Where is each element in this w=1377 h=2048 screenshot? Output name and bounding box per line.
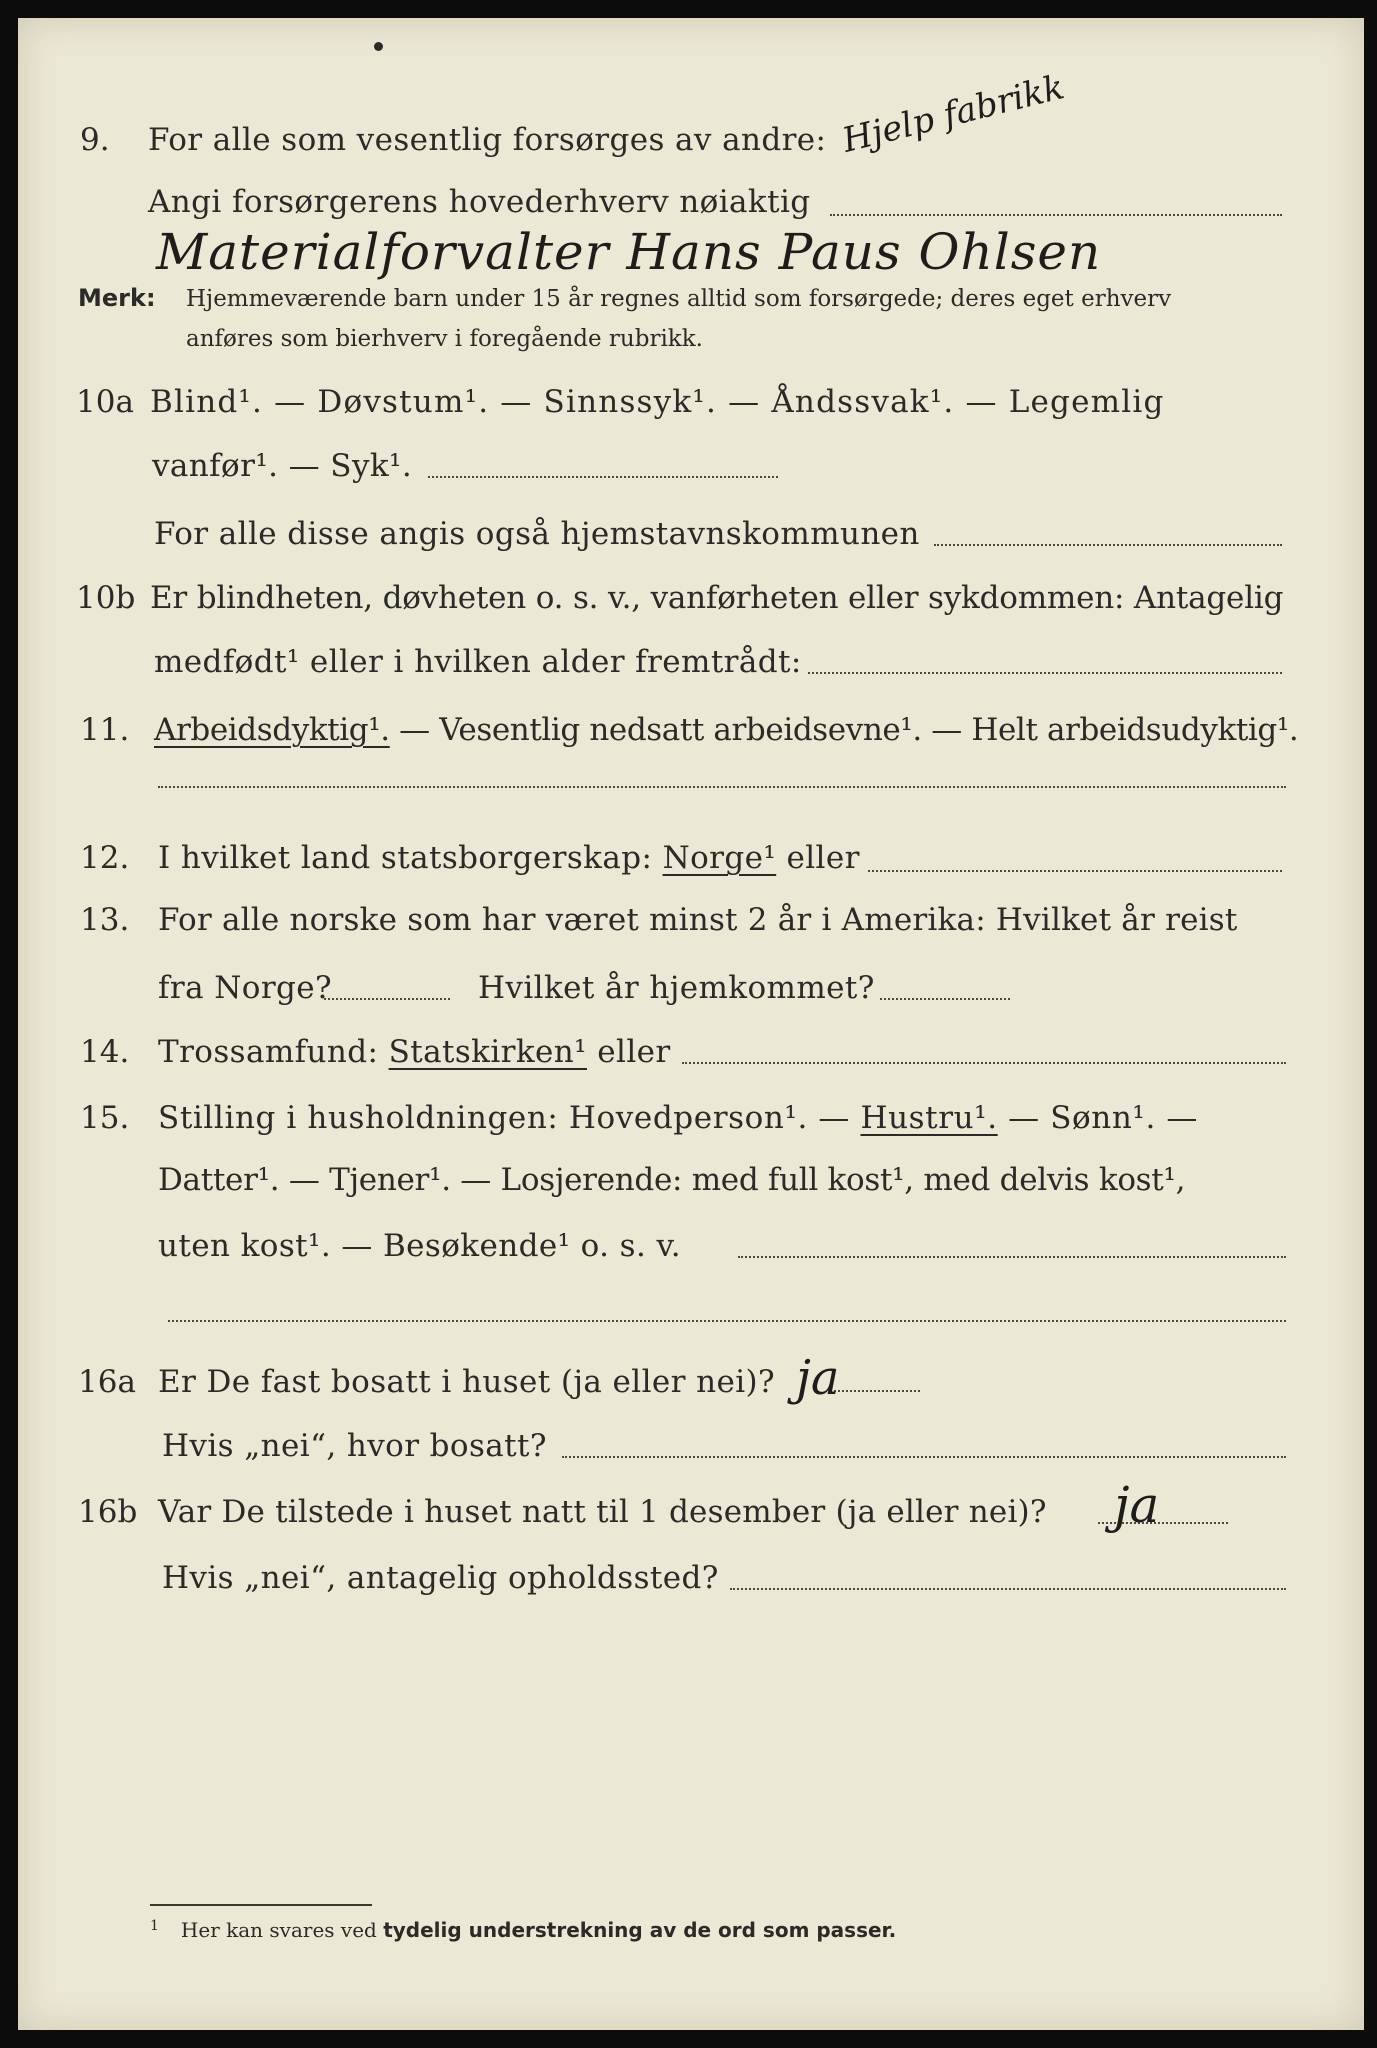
question-text: For alle disse angis også hjemstavnskommunen	[154, 516, 920, 552]
question-15	[18, 1096, 1364, 1156]
question-16b-line-2	[18, 1556, 1364, 1616]
question-text	[158, 1034, 671, 1070]
question-11	[18, 708, 1364, 768]
question-prefix: Trossamfund:	[158, 1034, 389, 1070]
question-10a-line-2	[18, 444, 1364, 504]
option-text: — Vesentlig nedsatt arbeidsevne¹. — Helt arbeidsudyktig¹.	[389, 712, 1299, 748]
question-text: Hvis „nei“, hvor bosatt?	[162, 1428, 547, 1464]
handwritten-note-top: Hjelp fabrikk	[838, 67, 1069, 161]
question-15-line-2	[18, 1158, 1364, 1218]
answer-line	[324, 998, 450, 1000]
selected-option-underlined: Norge¹	[662, 840, 777, 876]
note-text-line-2: anføres som bierhverv i foregående rubrikk.	[186, 326, 703, 352]
question-14	[18, 1030, 1364, 1090]
question-text: Datter¹. — Tjener¹. — Losjerende: med full kost¹, med delvis kost¹,	[158, 1162, 1186, 1198]
answer-line	[682, 1062, 1286, 1064]
selected-option-underlined: Arbeidsdyktig¹.	[154, 712, 390, 748]
answer-line	[730, 1588, 1286, 1590]
note-label: Merk:	[78, 284, 156, 312]
question-15-line-3	[18, 1224, 1364, 1284]
handwritten-answer-16b: ja	[1114, 1476, 1160, 1534]
question-text: Var De tilstede i huset natt til 1 desember (ja eller nei)?	[158, 1494, 1047, 1530]
answer-line	[428, 476, 778, 478]
question-16a-line-2	[18, 1424, 1364, 1484]
question-16a	[18, 1360, 1364, 1420]
handwritten-answer-provider: Materialforvalter Hans Paus Ohlsen	[156, 223, 1102, 281]
answer-line	[562, 1456, 1286, 1458]
handwritten-answer-16a: ja	[796, 1350, 840, 1406]
answer-line	[158, 786, 1286, 788]
question-16b	[18, 1490, 1364, 1550]
question-number: 12.	[80, 840, 130, 876]
footnote-mark: 1	[150, 1918, 159, 1934]
footnote-rule	[150, 1904, 372, 1906]
question-number: 9.	[80, 122, 110, 158]
question-number: 10a	[76, 384, 134, 420]
question-suffix: — Sønn¹. —	[997, 1100, 1198, 1136]
footnote	[150, 1918, 896, 1942]
question-text: Hvilket år hjemkommet?	[478, 970, 875, 1006]
question-number: 16b	[78, 1494, 138, 1530]
answer-line	[738, 1256, 1286, 1258]
question-number: 11.	[80, 712, 130, 748]
question-10b	[18, 576, 1364, 636]
question-text: fra Norge?	[158, 970, 333, 1006]
question-10a-line-3	[18, 512, 1364, 572]
footnote-text: Her kan svares ved	[180, 1918, 384, 1942]
question-13-line-2	[18, 966, 1364, 1026]
note-text-line-1: Hjemmeværende barn under 15 år regnes alltid som forsørgede; deres eget erhverv	[186, 286, 1172, 312]
question-suffix: eller	[587, 1034, 671, 1070]
question-text: Blind¹. — Døvstum¹. — Sinnssyk¹. — Åndssvak¹. — Legemlig	[150, 384, 1165, 420]
question-text: medfødt¹ eller i hvilken alder fremtrådt:	[154, 644, 802, 680]
question-number: 16a	[78, 1364, 136, 1400]
question-suffix: eller	[776, 840, 860, 876]
question-text: vanfør¹. — Syk¹.	[152, 448, 413, 484]
question-number: 10b	[76, 580, 136, 616]
selected-option-underlined: Hustru¹.	[860, 1100, 998, 1136]
question-text	[158, 840, 860, 876]
question-text: uten kost¹. — Besøkende¹ o. s. v.	[158, 1228, 681, 1264]
selected-option-underlined: Statskirken¹	[388, 1034, 587, 1070]
ink-spot	[374, 42, 383, 51]
question-text: Hvis „nei“, antagelig opholdssted?	[162, 1560, 719, 1596]
question-number: 14.	[80, 1034, 130, 1070]
answer-line	[830, 214, 1282, 216]
question-text	[158, 1100, 1198, 1136]
question-number: 13.	[80, 902, 130, 938]
answer-line	[880, 998, 1010, 1000]
question-text: Angi forsørgerens hovederhverv nøiaktig	[148, 184, 811, 220]
question-12	[18, 836, 1364, 896]
question-9	[18, 118, 1364, 178]
question-text: For alle som vesentlig forsørges av andre:	[148, 122, 827, 158]
answer-line	[868, 870, 1282, 872]
answer-line	[808, 672, 1282, 674]
answer-line	[934, 544, 1282, 546]
question-number: 15.	[80, 1100, 130, 1136]
question-text	[154, 712, 1298, 748]
question-10b-line-2	[18, 640, 1364, 700]
question-text: Er blindheten, døvheten o. s. v., vanførheten eller sykdommen: Antagelig	[150, 580, 1284, 616]
answer-line	[168, 1320, 1286, 1322]
question-prefix: Stilling i husholdningen: Hovedperson¹. —	[158, 1100, 861, 1136]
census-form-page	[18, 18, 1364, 2030]
question-text: For alle norske som har været minst 2 år i Amerika: Hvilket år reist	[158, 902, 1238, 938]
question-prefix: I hvilket land statsborgerskap:	[158, 840, 663, 876]
footnote-bold-text: tydelig understrekning av de ord som passer.	[383, 1918, 897, 1942]
answer-line	[830, 1390, 920, 1392]
question-text: Er De fast bosatt i huset (ja eller nei)?	[158, 1364, 776, 1400]
question-13	[18, 898, 1364, 958]
question-10a	[18, 380, 1364, 440]
